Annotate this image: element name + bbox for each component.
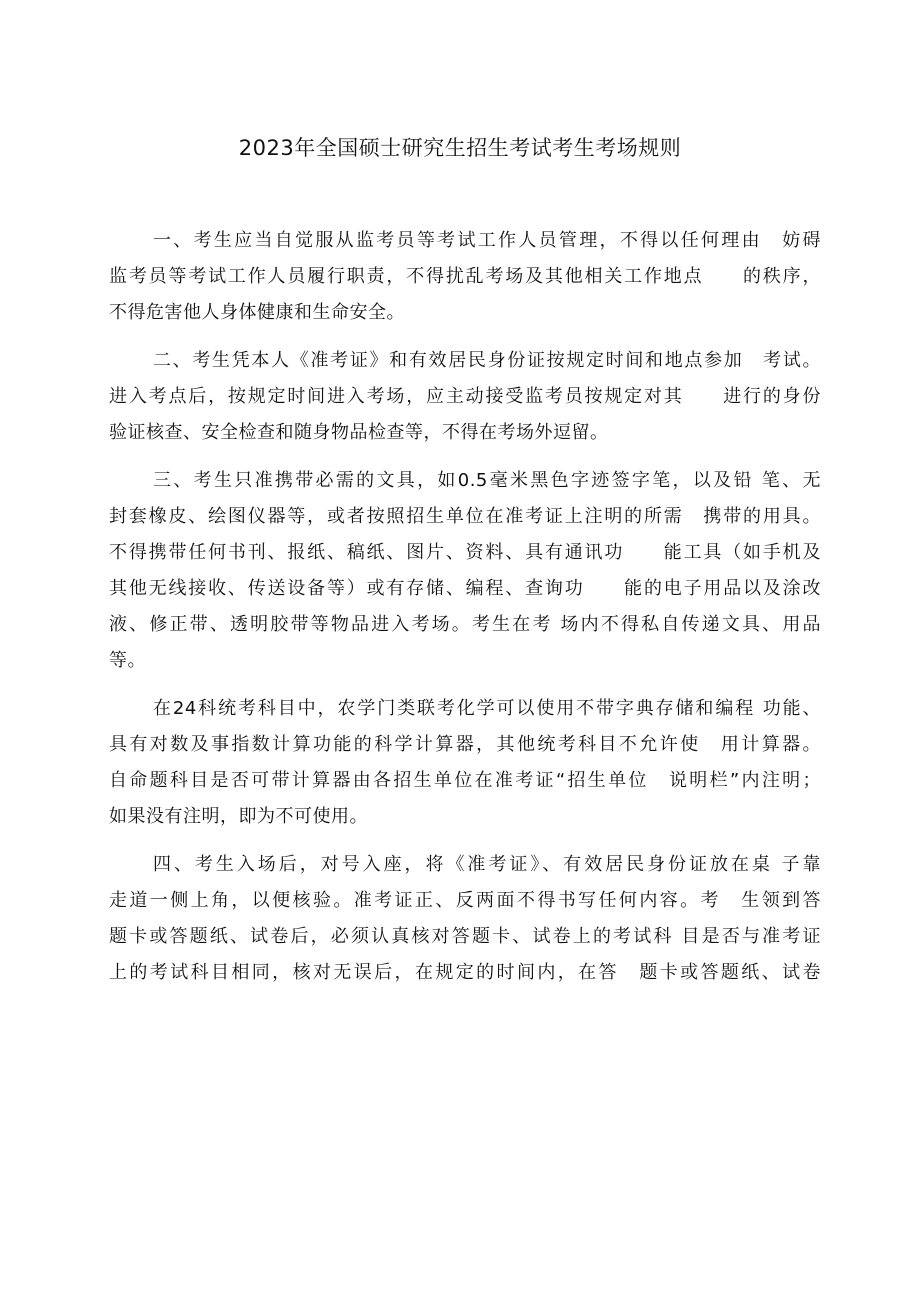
paragraph-line: 等。 — [109, 650, 146, 671]
paragraph-line: 监考员等考试工作人员履行职责，不得扰乱考场及其他相关工作地点 的秩序， — [109, 266, 821, 287]
paragraph-line: 上的考试科目相同，核对无误后，在规定的时间内，在答 题卡或答题纸、试卷 — [109, 962, 821, 983]
document-title: 2023年全国硕士研究生招生考试考生考场规则 — [238, 136, 682, 160]
paragraph-line: 在24科统考科目中，农学门类联考化学可以使用不带字典存储和编程 功能、 — [153, 698, 821, 719]
paragraph-line: 不得携带任何书刊、报纸、稿纸、图片、资料、具有通讯功 能工具（如手机及 — [109, 542, 821, 563]
paragraph-line: 三、考生只准携带必需的文具，如0.5毫米黑色字迹签字笔，以及铅 笔、无 — [153, 470, 821, 491]
paragraph-3 — [109, 463, 821, 679]
paragraph-line: 不得危害他人身体健康和生命安全。 — [109, 302, 405, 323]
paragraph-line: 二、考生凭本人《准考证》和有效居民身份证按规定时间和地点参加 考试。 — [153, 350, 821, 371]
paragraph-line: 液、修正带、透明胶带等物品进入考场。考生在考 场内不得私自传递文具、用品 — [109, 614, 821, 635]
paragraph-line: 一、考生应当自觉服从监考员等考试工作人员管理，不得以任何理由 妨碍 — [153, 230, 821, 251]
paragraph-line: 如果没有注明，即为不可使用。 — [109, 806, 368, 827]
paragraph-line: 其他无线接收、传送设备等）或有存储、编程、查询功 能的电子用品以及涂改 — [109, 578, 821, 599]
paragraph-line: 进入考点后，按规定时间进入考场，应主动接受监考员按规定对其 进行的身份 — [109, 386, 821, 407]
paragraph-5 — [109, 847, 821, 991]
paragraph-line: 验证核查、安全检查和随身物品检查等，不得在考场外逗留。 — [109, 422, 609, 443]
paragraph-line: 四、考生入场后，对号入座，将《准考证》、有效居民身份证放在桌 子靠 — [153, 854, 821, 875]
paragraph-4 — [109, 691, 821, 835]
paragraph-line: 题卡或答题纸、试卷后，必须认真核对答题卡、试卷上的考试科 目是否与准考证 — [109, 926, 821, 947]
document-body — [109, 223, 821, 1003]
paragraph-2 — [109, 343, 821, 451]
paragraph-line: 自命题科目是否可带计算器由各招生单位在准考证“招生单位 说明栏”内注明； — [109, 770, 821, 791]
paragraph-line: 具有对数及事指数计算功能的科学计算器，其他统考科目不允许使 用计算器。 — [109, 734, 821, 755]
paragraph-1 — [109, 223, 821, 331]
paragraph-line: 走道一侧上角，以便核验。准考证正、反两面不得书写任何内容。考 生领到答 — [109, 890, 821, 911]
paragraph-line: 封套橡皮、绘图仪器等，或者按照招生单位在准考证上注明的所需 携带的用具。 — [109, 506, 821, 527]
